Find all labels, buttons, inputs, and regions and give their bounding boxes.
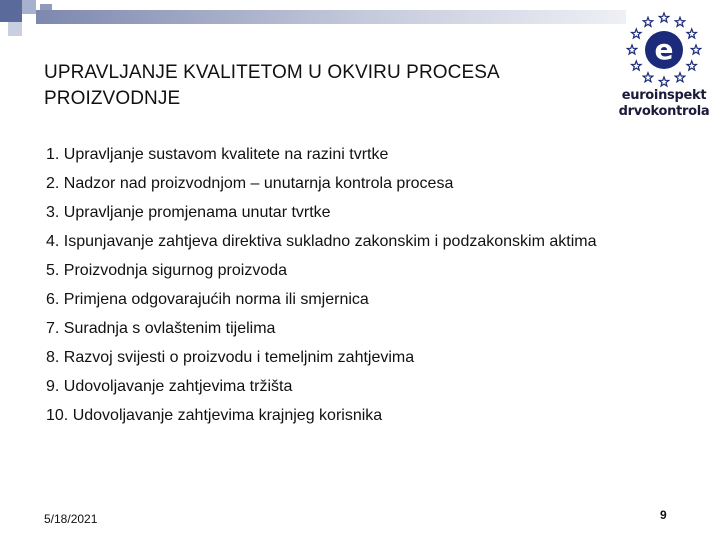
list-item: 2. Nadzor nad proizvodnjom – unutarnja kontrola procesa <box>46 175 454 192</box>
list-item: 9. Udovoljavanje zahtjevima tržišta <box>46 378 293 395</box>
star-icon <box>627 45 637 54</box>
star-icon <box>632 29 642 38</box>
list-item: 5. Proizvodnja sigurnog proizvoda <box>46 262 288 279</box>
logo-name: drvokontrola <box>618 104 710 119</box>
star-icon <box>643 17 653 26</box>
star-icon <box>632 61 642 70</box>
star-icon <box>687 61 697 70</box>
company-logo <box>616 8 712 120</box>
list-item: 3. Upravljanje promjenama unutar tvrtke <box>46 204 331 221</box>
star-icon <box>675 73 685 82</box>
star-icon <box>691 45 701 54</box>
star-icon <box>643 73 653 82</box>
top-gradient-bar <box>36 10 626 24</box>
page-number: 9 <box>660 508 667 522</box>
list-item: 4. Ispunjavanje zahtjeva direktiva sukladno zakonskim i podzakonskim aktima <box>46 233 597 250</box>
logo-name: euroinspekt <box>621 88 707 103</box>
star-icon <box>659 77 669 86</box>
slide-title-line: UPRAVLJANJE KVALITETOM U OKVIRU PROCESA <box>44 62 500 83</box>
star-icon <box>675 17 685 26</box>
list-item: 6. Primjena odgovarajućih norma ili smjernica <box>46 291 369 308</box>
slide-title-line: PROIZVODNJE <box>44 88 181 109</box>
logo-letter: e <box>654 33 674 66</box>
footer-date: 5/18/2021 <box>44 512 98 526</box>
star-icon <box>659 13 669 22</box>
deco-square <box>22 0 36 14</box>
quality-management-list <box>46 142 597 432</box>
slide-title <box>44 60 604 112</box>
list-item: 7. Suradnja s ovlaštenim tijelima <box>46 320 276 337</box>
eu-stars-circle-logo-icon <box>616 8 712 88</box>
list-item: 8. Razvoj svijesti o proizvodu i temeljnim zahtjevima <box>46 349 415 366</box>
deco-square <box>0 0 22 22</box>
list-item: 10. Udovoljavanje zahtjevima krajnjeg korisnika <box>46 407 383 424</box>
deco-square <box>22 14 32 24</box>
list-item: 1. Upravljanje sustavom kvalitete na razini tvrtke <box>46 146 389 163</box>
deco-square <box>8 22 22 36</box>
star-icon <box>687 29 697 38</box>
